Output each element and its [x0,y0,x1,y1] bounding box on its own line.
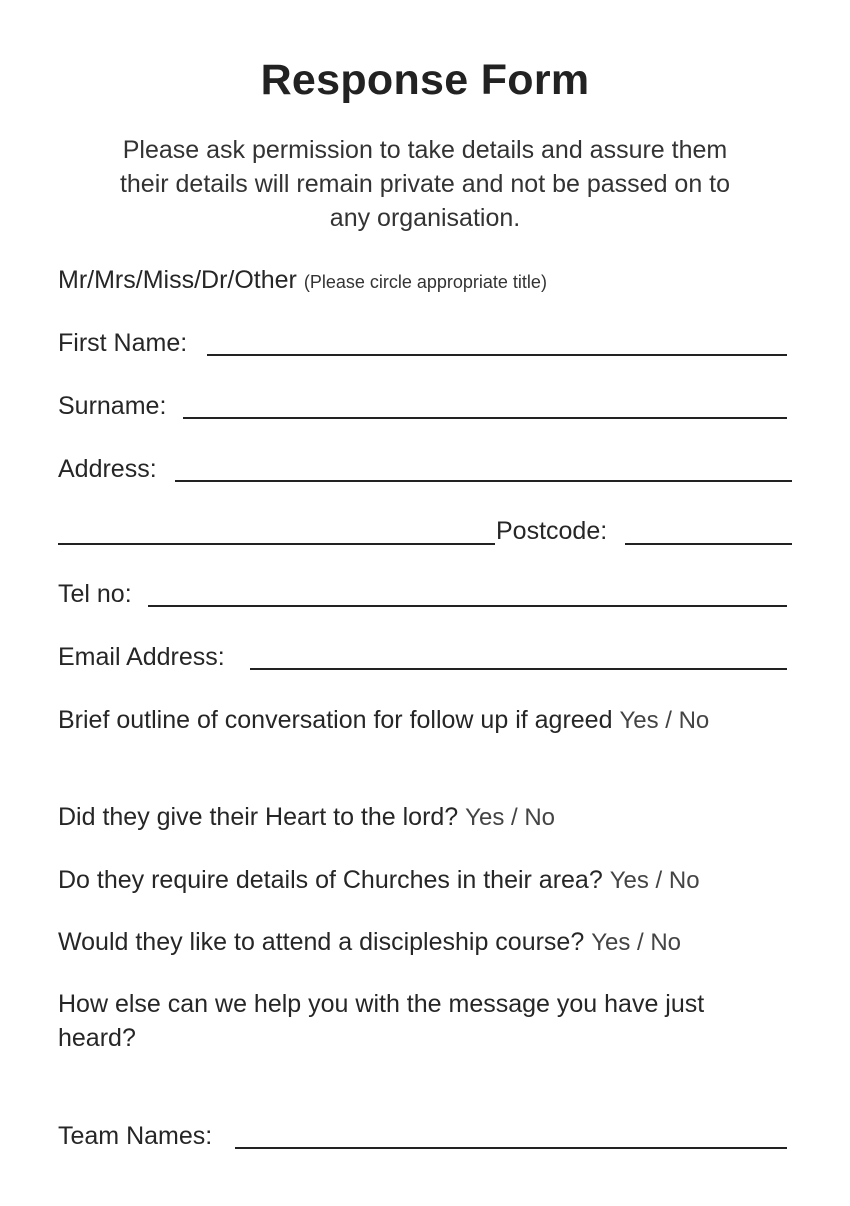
postcode-label: Postcode: [496,517,608,545]
tel-label: Tel no: [58,580,132,608]
team-names-field[interactable] [235,1147,787,1149]
title-field [58,265,547,297]
heart-question [58,802,555,833]
page-title: Response Form [260,56,590,104]
heart-question-text: Did they give their Heart to the lord? [58,803,459,831]
address-line-2-field[interactable] [58,543,495,545]
email-label: Email Address: [58,643,225,671]
email-field[interactable] [250,668,787,670]
surname-label: Surname: [58,392,167,420]
help-question: How else can we help you with the message you have just heard? [58,990,705,1052]
outline-yes-no[interactable]: Yes / No [619,707,710,734]
tel-field[interactable] [148,605,787,607]
course-yes-no[interactable]: Yes / No [591,929,682,956]
surname-field[interactable] [183,417,787,419]
team-names-label: Team Names: [58,1122,213,1150]
postcode-field[interactable] [625,543,792,545]
title-note: (Please circle appropriate title) [303,272,547,292]
heart-yes-no[interactable]: Yes / No [465,804,556,831]
address-label: Address: [58,455,157,483]
title-options[interactable]: Mr/Mrs/Miss/Dr/Other [58,266,297,294]
intro-text: Please ask permission to take details and assure them their details will remain private and not be passed on to any organisation. [119,136,731,232]
churches-yes-no[interactable]: Yes / No [609,867,700,894]
outline-question [58,705,709,736]
outline-question-text: Brief outline of conversation for follow up if agreed [58,706,613,734]
churches-question-text: Do they require details of Churches in their area? [58,866,603,894]
first-name-label: First Name: [58,329,188,357]
first-name-field[interactable] [207,354,787,356]
churches-question [58,865,700,896]
address-field[interactable] [175,480,792,482]
course-question-text: Would they like to attend a discipleship course? [58,928,585,956]
course-question [58,927,681,958]
